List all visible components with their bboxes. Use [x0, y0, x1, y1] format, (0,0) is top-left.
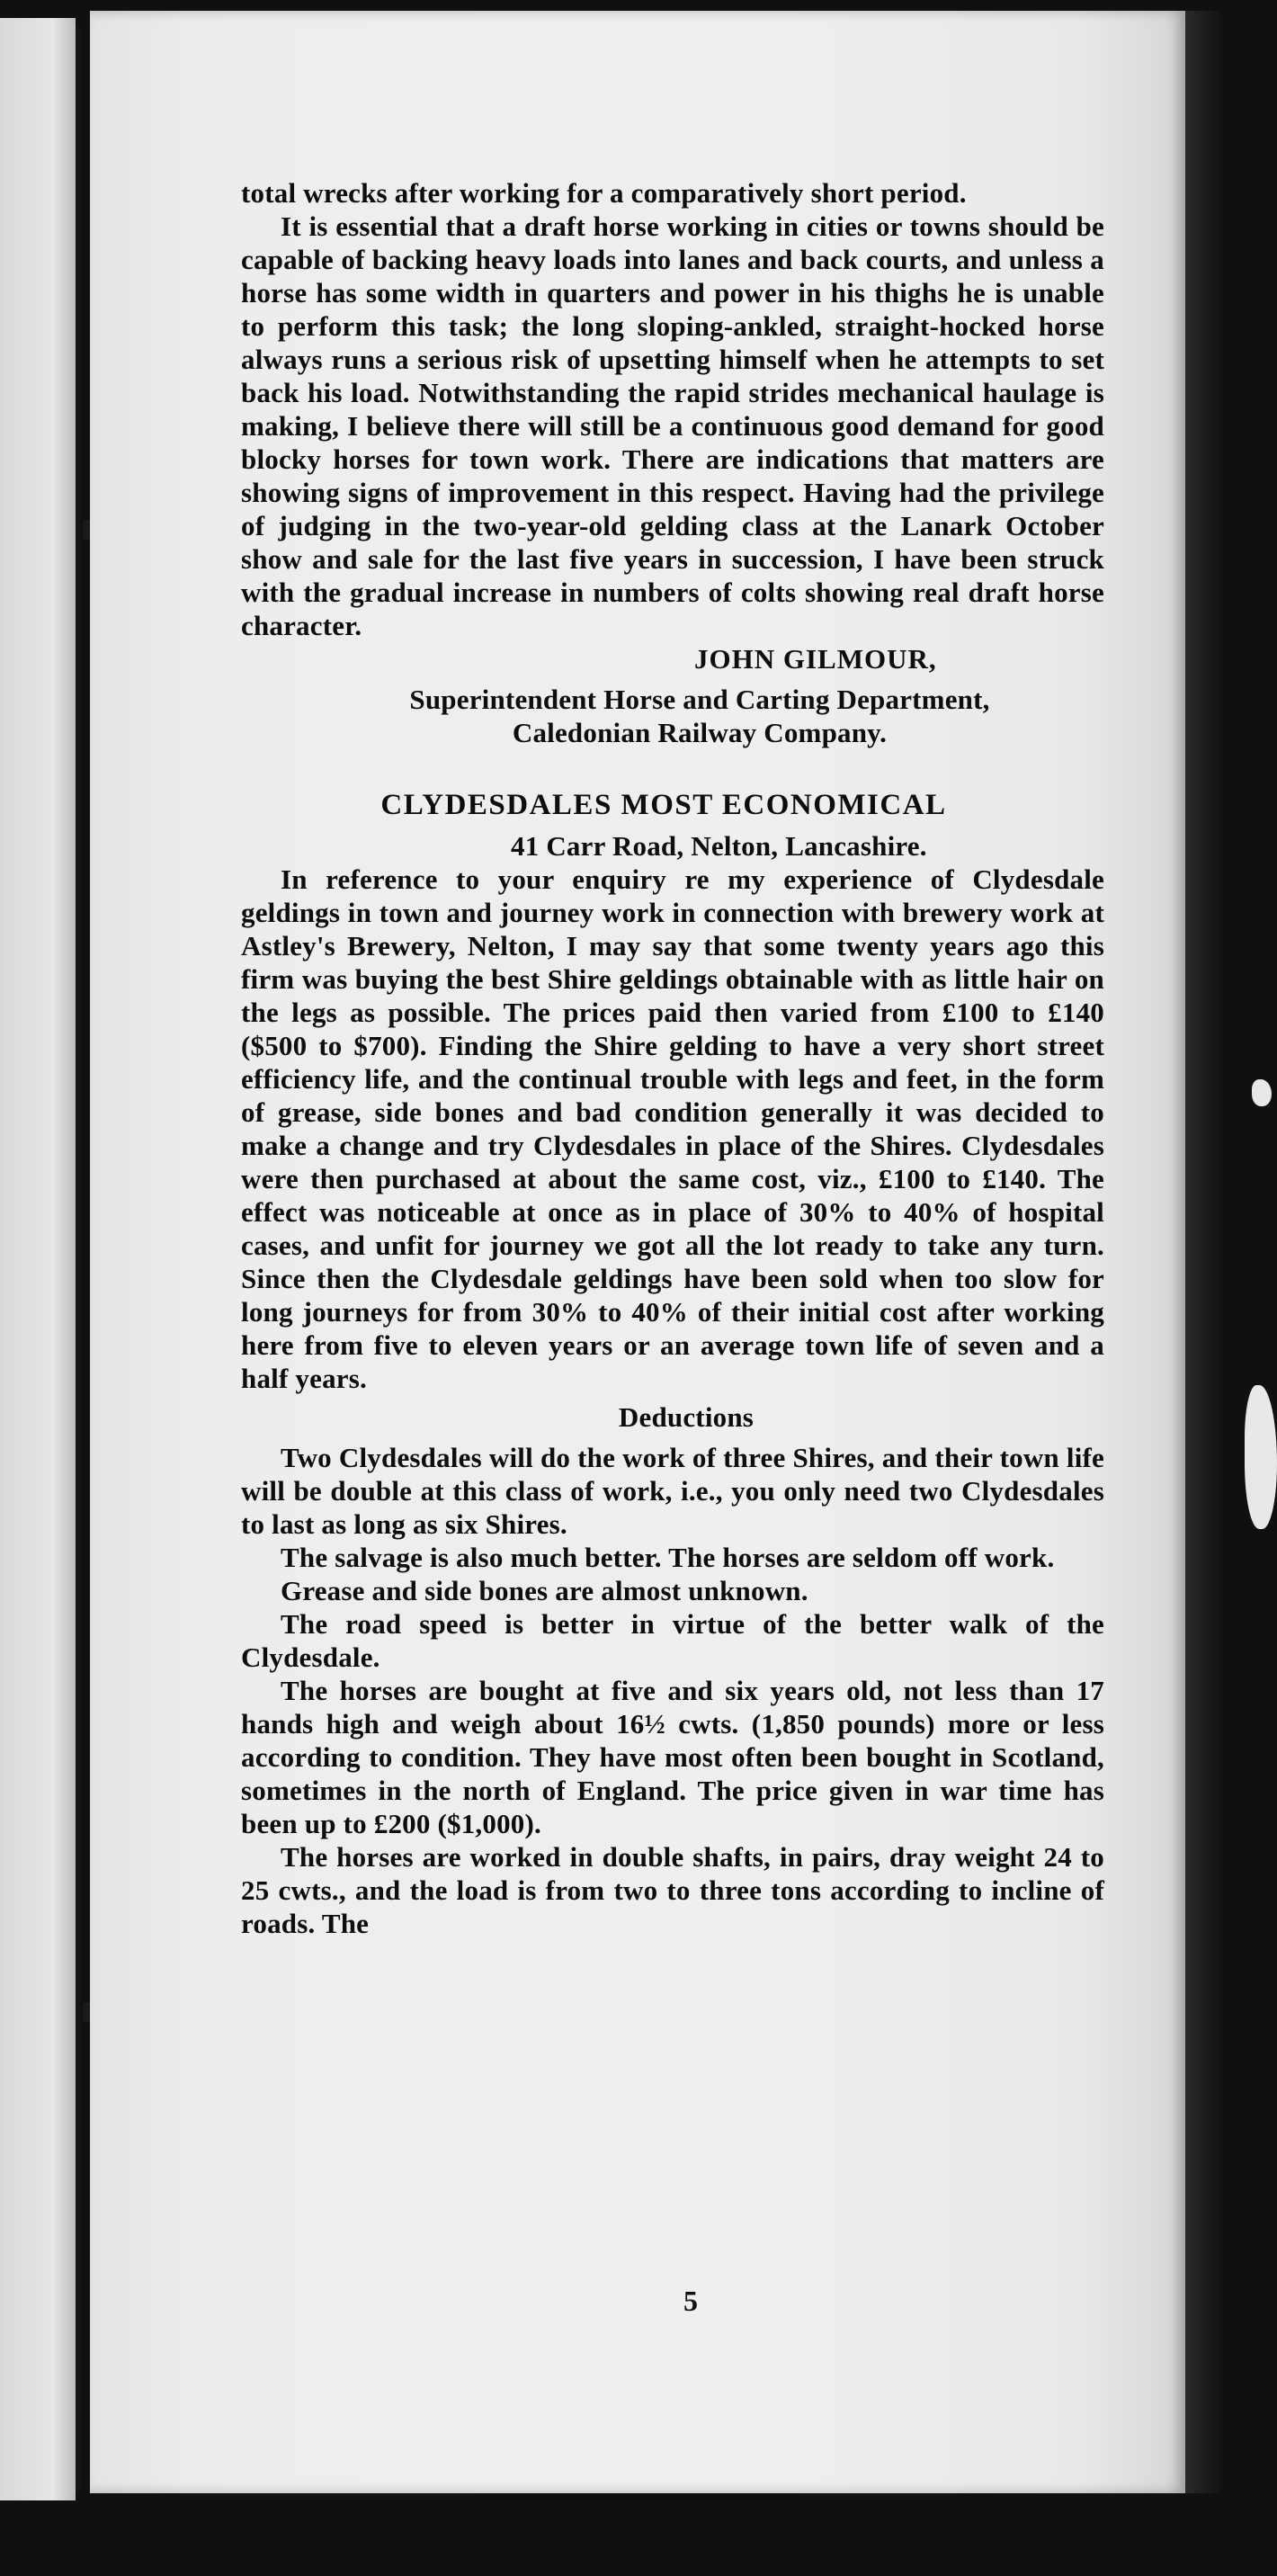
- page-number: 5: [683, 2285, 698, 2317]
- continued-paragraph: total wrecks after working for a comparatively short period.: [241, 177, 967, 209]
- signature-title: [241, 683, 1104, 749]
- signature-title-line: Caledonian Railway Company.: [512, 717, 888, 748]
- section-heading: CLYDESDALES MOST ECONOMICAL: [380, 789, 947, 821]
- page-shadow-edge: [1185, 11, 1221, 2493]
- body-paragraph: The salvage is also much better. The horses are seldom off work.: [281, 1542, 1055, 1573]
- signature-name: JOHN GILMOUR,: [694, 643, 937, 675]
- body-paragraph: Two Clydesdales will do the work of three Shires, and their town life will be double at this class of work, i.e., you only need two Clydesdales to last as long as six Shires.: [241, 1442, 1104, 1540]
- page-binding: [76, 27, 81, 2491]
- body-paragraph: The horses are bought at five and six years old, not less than 17 hands high and weigh about 16½ cwts. (1,850 pounds) more or less according to condition. They have most often been bought in Scotland, sometimes in the north of England. The price given in war time has been up to £200 ($1,000).: [241, 1675, 1104, 1839]
- body-paragraph: The horses are worked in double shafts, in pairs, dray weight 24 to 25 cwts., and the load is from two to three tons according to incline of roads. The: [241, 1841, 1104, 1939]
- body-paragraph: In reference to your enquiry re my experience of Clydesdale geldings in town and journey work in connection with brewery work at Astley's Brewery, Nelton, I may say that some twenty years ago this firm was buying the best Shire geldings obtainable with as little hair on the legs as possible. The prices paid then varied from £100 to £140 ($500 to $700). Finding the Shire gelding to have a very short street efficiency life, and the continual trouble with legs and feet, in the form of grease, side bones and bad condition generally it was decided to make a change and try Clydesdales in place of the Shires. Clydesdales were then purchased at about the same cost, viz., £100 to £140. The effect was noticeable at once as in place of 30% to 40% of hospital cases, and unfit for journey we got all the lot ready to take any turn. Since then the Clydesdale geldings have been sold when too slow for long journeys for from 30% to 40% of their initial cost after working here from five to eleven years or an average town life of seven and a half years.: [241, 863, 1104, 1394]
- body-paragraph: The road speed is better in virtue of the better walk of the Clydesdale.: [241, 1608, 1104, 1673]
- document-body: [241, 176, 1104, 1940]
- previous-page-edge: [0, 18, 76, 2500]
- subheading: Deductions: [618, 1401, 755, 1433]
- signature-title-line: Superintendent Horse and Carting Department,: [409, 684, 990, 715]
- scan-fleck: [1252, 1079, 1272, 1106]
- body-paragraph: Grease and side bones are almost unknown.: [281, 1575, 808, 1606]
- address-line: 41 Carr Road, Nelton, Lancashire.: [511, 830, 927, 862]
- body-paragraph: It is essential that a draft horse working in cities or towns should be capable of backing heavy loads into lanes and back courts, and unless a horse has some width in quarters and power in his thighs he is unable to perform this task; the long sloping-ankled, straight-hocked horse always runs a serious risk of upsetting himself when he attempts to set back his load. Notwithstanding the rapid strides mechanical haulage is making, I believe there will still be a continuous good demand for good blocky horses for town work. There are indications that matters are showing signs of improvement in this respect. Having had the privilege of judging in the two-year-old gelding class at the Lanark October show and sale for the last five years in succession, I have been struck with the gradual increase in numbers of colts showing real draft horse character.: [241, 210, 1104, 641]
